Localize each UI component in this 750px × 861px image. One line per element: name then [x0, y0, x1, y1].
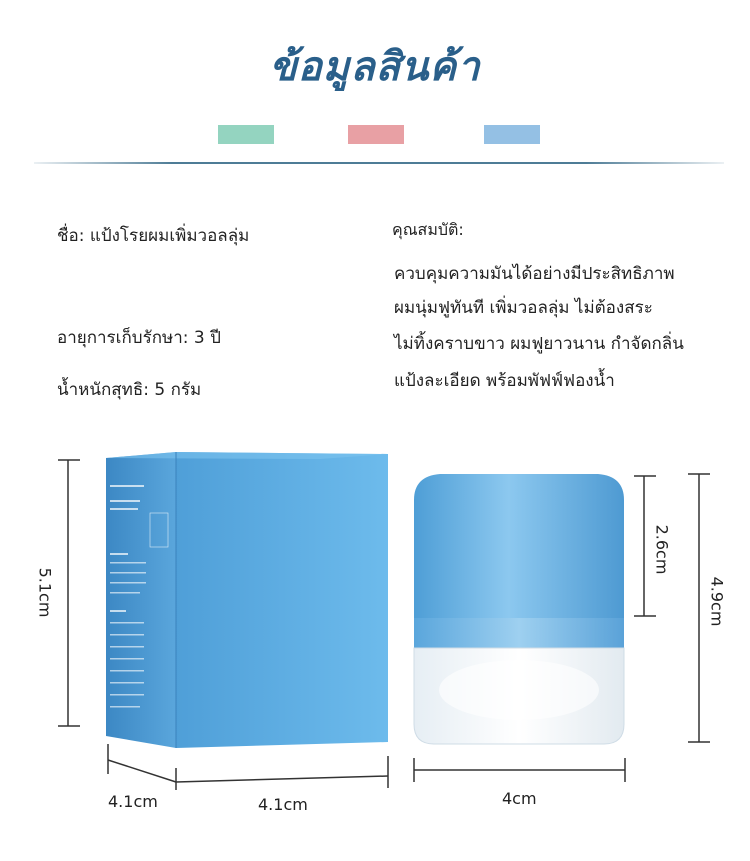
- properties-title: คุณสมบัติ:: [392, 220, 464, 239]
- cap-height-label: 2.6cm: [652, 524, 672, 575]
- product-name: ชื่อ: แป้งโรยผมเพิ่มวอลลุ่ม: [57, 226, 250, 246]
- box-width-label: 4.1cm: [258, 795, 308, 814]
- page-title: ข้อมูลสินค้า: [269, 43, 481, 90]
- jar-height-label: 4.9cm: [707, 576, 727, 627]
- net-weight: น้ำหนักสุทธิ: 5 กรัม: [57, 380, 202, 400]
- jar-width-label: 4cm: [502, 789, 537, 808]
- jar-cap: [414, 474, 624, 620]
- box-front: [176, 452, 388, 748]
- property-line: ผมนุ่มฟูทันที เพิ่มวอลลุ่ม ไม่ต้องสระ: [394, 298, 653, 318]
- jar-band: [414, 618, 624, 648]
- property-line: ควบคุมความมันได้อย่างมีประสิทธิภาพ: [394, 264, 675, 284]
- product-jar: [414, 474, 624, 744]
- product-box: [106, 452, 388, 748]
- box-side: [106, 452, 176, 748]
- shelf-life: อายุการเก็บรักษา: 3 ปี: [57, 328, 221, 348]
- property-line: ไม่ทิ้งคราบขาว ผมฟูยาวนาน กำจัดกลิ่น: [394, 334, 684, 354]
- property-line: แป้งละเอียด พร้อมพัฟฟ์ฟองน้ำ: [394, 371, 615, 391]
- box-height-label: 5.1cm: [35, 567, 55, 618]
- box-depth-label: 4.1cm: [108, 792, 158, 811]
